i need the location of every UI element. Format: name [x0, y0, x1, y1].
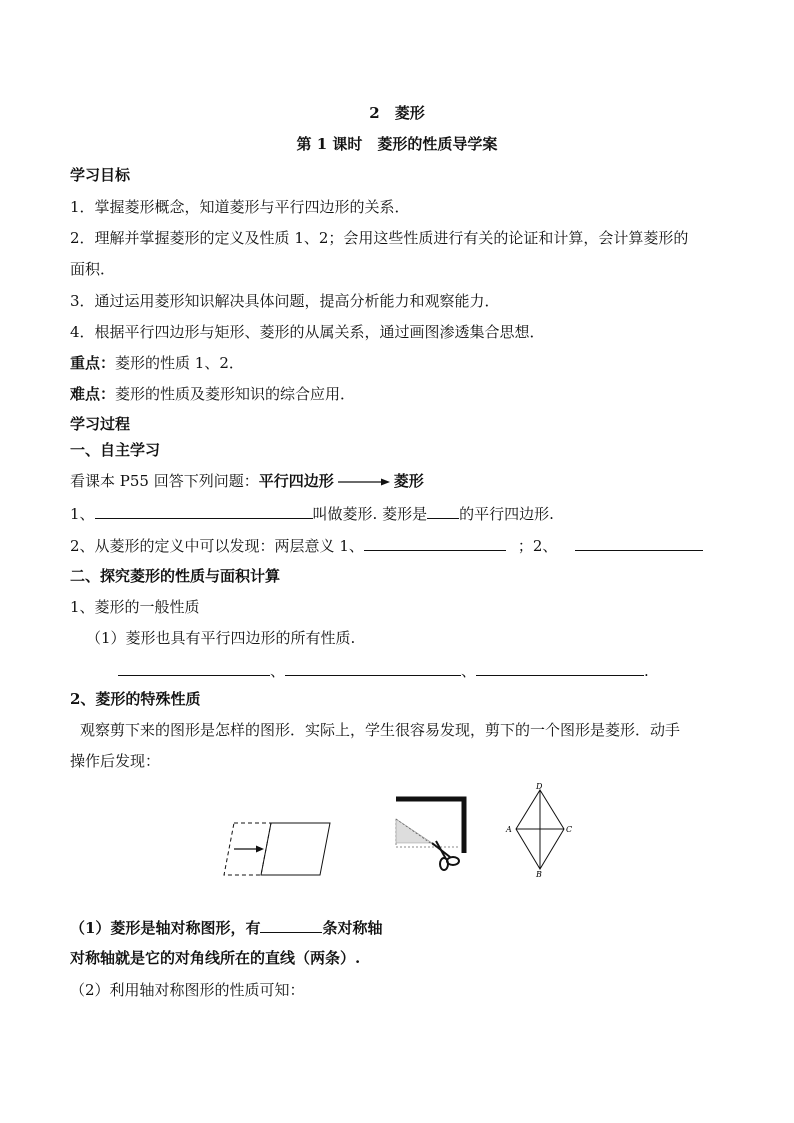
blank-3c[interactable] — [476, 660, 644, 676]
blank-1a[interactable] — [95, 503, 313, 519]
question-1-prefix: 1、 — [70, 505, 95, 523]
blank-2a[interactable] — [364, 535, 506, 551]
vertex-label-b: B — [536, 870, 542, 878]
symmetry-axis-note: 对称轴就是它的对角线所在的直线（两条）. — [70, 949, 361, 967]
symmetry-property-2: （2）利用轴对称图形的性质可知： — [70, 981, 305, 999]
objective-item-3: 3．通过运用菱形知识解决具体问题，提高分析能力和观察能力． — [70, 292, 500, 310]
symmetry-suffix: 条对称轴 — [322, 919, 383, 937]
question-1 — [70, 503, 554, 524]
lesson-subtitle: 第 1 课时 菱形的性质导学案 — [296, 135, 498, 153]
general-property-blanks — [118, 660, 649, 681]
symmetry-prefix: （1）菱形是轴对称图形，有 — [70, 919, 261, 937]
blank-3a[interactable] — [118, 660, 270, 676]
reading-intro: 看课本 P55 回答下列问题： — [70, 472, 259, 490]
objectives-heading: 学习目标 — [70, 166, 131, 184]
arrow-right-icon — [338, 477, 390, 487]
reading-prompt — [70, 471, 424, 491]
difficulty-text: 菱形的性质及菱形知识的综合应用． — [115, 385, 356, 403]
blank-3b[interactable] — [285, 660, 461, 676]
difficulty-point — [70, 384, 355, 404]
key-point — [70, 353, 244, 373]
general-property-heading: 1、菱形的一般性质 — [70, 598, 200, 616]
blank-2b[interactable] — [575, 535, 703, 551]
difficulty-label: 难点： — [70, 385, 116, 403]
objective-item-2-cont: 面积． — [70, 260, 116, 278]
process-heading: 学习过程 — [70, 415, 131, 433]
observe-line-2: 操作后发现： — [70, 752, 161, 770]
folded-paper-cutting-figure — [392, 793, 478, 877]
key-point-label: 重点： — [70, 354, 116, 372]
question-2-prefix: 2、从菱形的定义中可以发现：两层意义 1、 — [70, 537, 364, 555]
separator-2: 、 — [461, 662, 477, 680]
general-property-1: （1）菱形也具有平行四边形的所有性质. — [86, 629, 356, 647]
symmetry-axis-question — [70, 917, 382, 938]
lesson-title: 2 菱形 — [369, 104, 425, 122]
period: . — [644, 662, 649, 680]
rhombus-abcd-figure — [500, 782, 584, 878]
question-1-end: 的平行四边形. — [459, 505, 554, 523]
observe-line-1: 观察剪下来的图形是怎样的图形．实际上，学生很容易发现，剪下的一个图形是菱形．动手 — [80, 721, 681, 739]
question-2-mid: ；2、 — [517, 537, 558, 555]
parallelogram-translation-figure — [220, 820, 335, 878]
scissors-icon — [432, 841, 459, 870]
blank-1b[interactable] — [427, 503, 459, 519]
part1-heading: 一、自主学习 — [70, 441, 161, 459]
objective-item-4: 4．根据平行四边形与矩形、菱形的从属关系，通过画图渗透集合思想． — [70, 323, 545, 341]
separator-1: 、 — [270, 662, 286, 680]
vertex-label-c: C — [566, 825, 573, 834]
question-2 — [70, 535, 703, 556]
vertex-label-d: D — [536, 782, 543, 791]
from-shape: 平行四边形 — [258, 472, 334, 490]
blank-axis-count[interactable] — [260, 917, 322, 933]
key-point-text: 菱形的性质 1、2． — [115, 354, 244, 372]
special-property-heading: 2、菱形的特殊性质 — [70, 690, 201, 708]
objective-item-1: 1．掌握菱形概念，知道菱形与平行四边形的关系． — [70, 198, 410, 216]
to-shape: 菱形 — [393, 472, 424, 490]
part2-heading: 二、探究菱形的性质与面积计算 — [70, 567, 281, 585]
vertex-label-a: A — [506, 825, 512, 834]
question-1-mid: 叫做菱形. 菱形是 — [312, 505, 428, 523]
objective-item-2: 2．理解并掌握菱形的定义及性质 1、2；会用这些性质进行有关的论证和计算，会计算菱形的 — [70, 229, 689, 247]
